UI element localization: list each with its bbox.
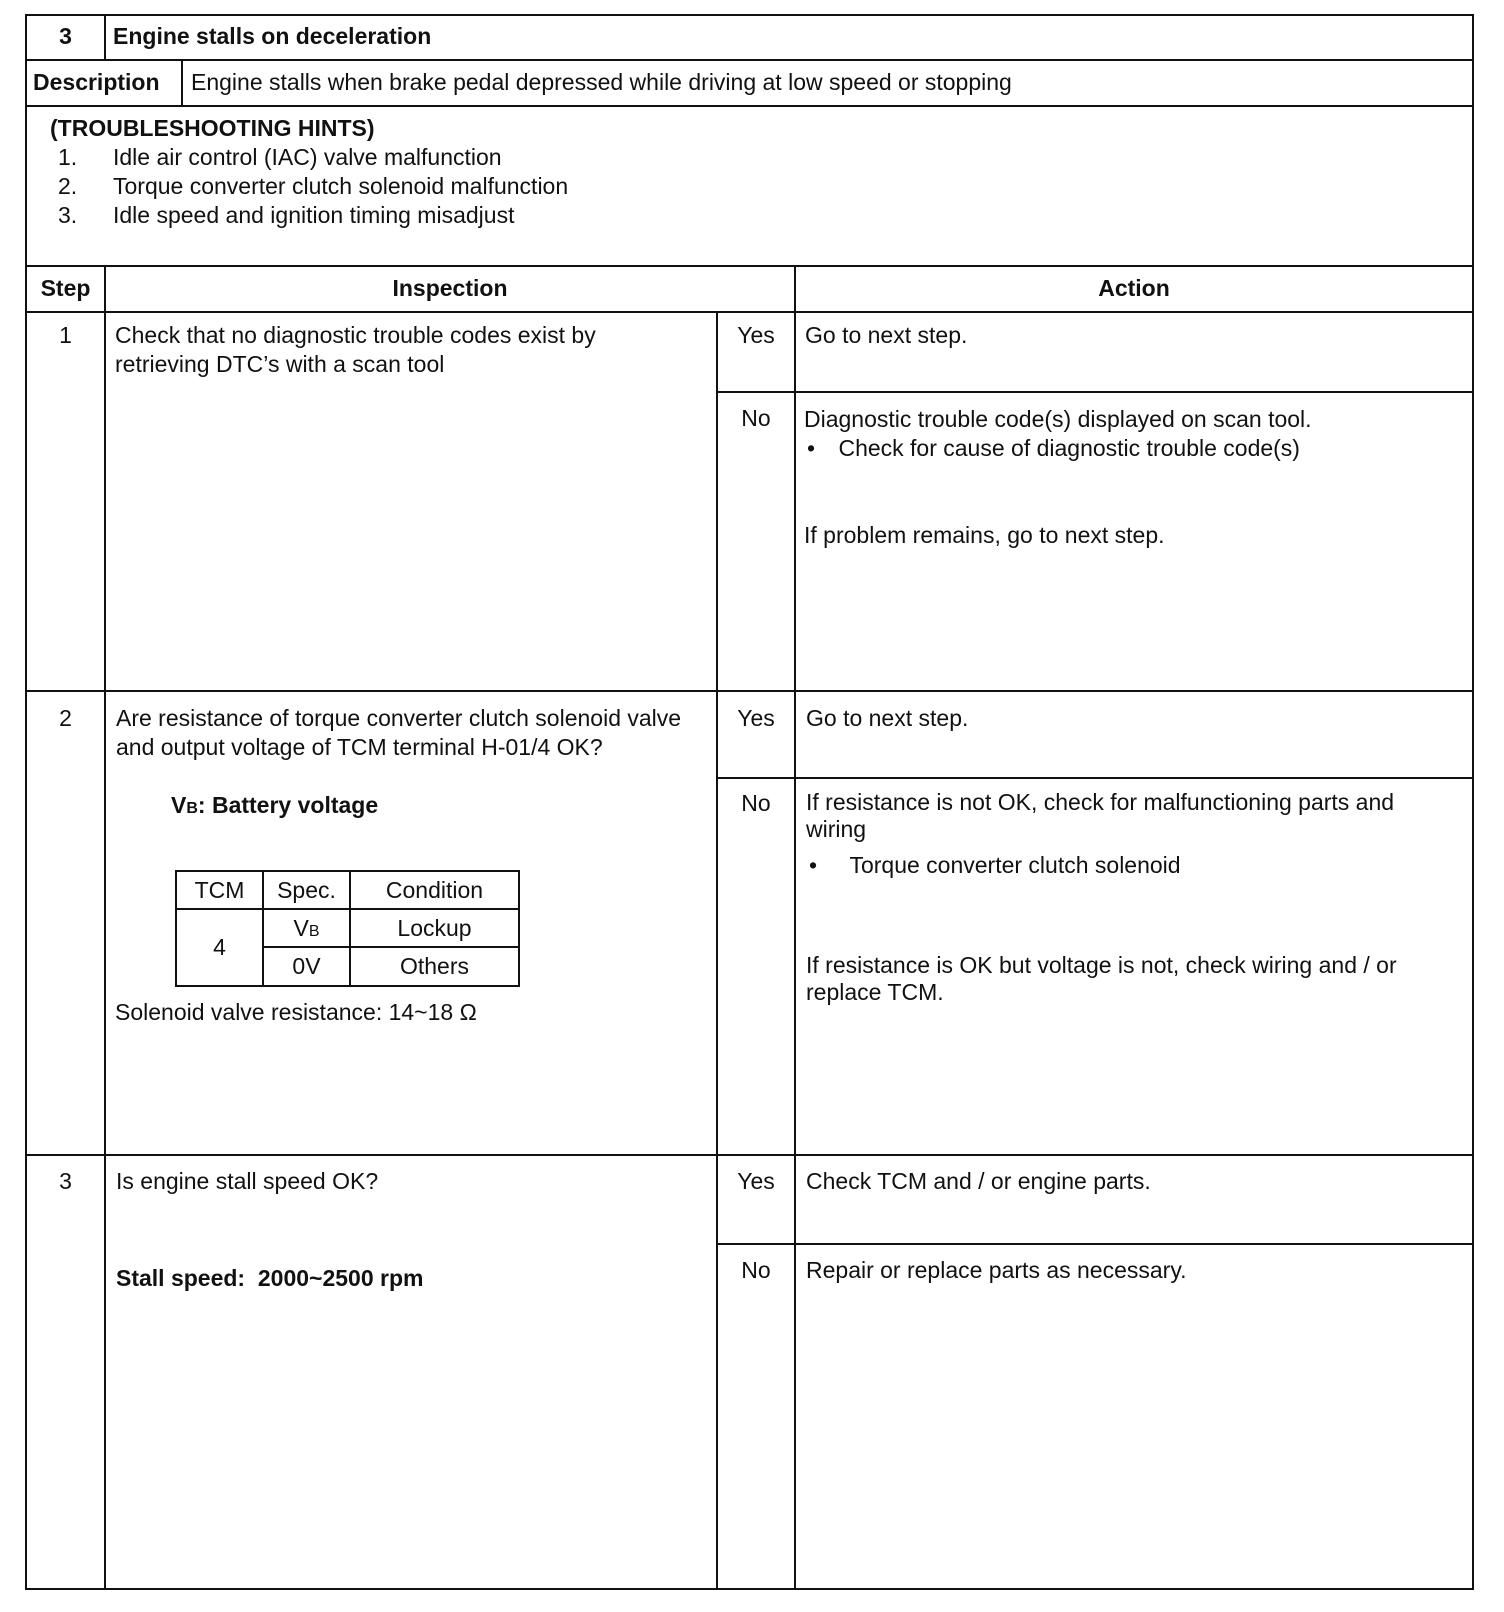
step-number: 2 — [59, 705, 72, 731]
battery-voltage-note — [171, 791, 378, 823]
no-bullet — [807, 434, 1300, 463]
spec-header-spec: Spec. — [277, 877, 336, 903]
stall-speed-note: Stall speed: 2000~2500 rpm — [116, 1265, 424, 1291]
rule-step-col — [104, 265, 106, 1589]
rule-description-divider — [181, 59, 183, 106]
step-number: 1 — [59, 322, 72, 348]
rule-yesno-col — [716, 311, 718, 1589]
no-followup: If resistance is OK but voltage is not, check wiring and / or replace TCM. — [806, 952, 1397, 1005]
no-followup: If problem remains, go to next step. — [804, 522, 1165, 548]
rule-step1-yes-bottom — [716, 391, 1474, 393]
yes-action: Check TCM and / or engine parts. — [806, 1168, 1151, 1194]
spec-terminal: 4 — [213, 934, 226, 960]
yes-label: Yes — [737, 322, 775, 348]
description-text: Engine stalls when brake pedal depressed while driving at low speed or stopping — [191, 69, 1012, 95]
no-label: No — [741, 790, 771, 816]
step-inspection: Is engine stall speed OK? — [116, 1168, 379, 1194]
step-inspection: Are resistance of torque converter clutch solenoid valve and output voltage of TCM terminal H-01/4 OK? — [116, 705, 682, 760]
spec-rule — [177, 908, 518, 910]
hint-text: Idle air control (IAC) valve malfunction — [113, 144, 502, 170]
resistance-note: Solenoid valve resistance: 14~18 Ω — [115, 999, 477, 1025]
vb-prefix: V — [171, 792, 187, 818]
no-label: No — [741, 405, 771, 431]
rule-number-divider — [104, 14, 106, 60]
issue-title: Engine stalls on deceleration — [113, 23, 432, 49]
spec-rule — [264, 946, 518, 948]
bullet-icon: • — [809, 852, 818, 878]
rule-title-bottom — [25, 59, 1474, 61]
column-header-action: Action — [1098, 275, 1170, 301]
rule-action-col — [794, 265, 796, 1589]
spec-value — [264, 914, 349, 946]
spec-vb-prefix: V — [293, 915, 309, 941]
rule-left — [25, 14, 27, 1590]
hint-number: 3. — [58, 202, 78, 228]
hint-text: Idle speed and ignition timing misadjust — [113, 202, 515, 228]
yes-label: Yes — [737, 1168, 775, 1194]
issue-number: 3 — [59, 23, 72, 49]
rule-step3-yes-bottom — [716, 1243, 1474, 1245]
no-action: Diagnostic trouble code(s) displayed on scan tool. — [804, 406, 1312, 432]
column-header-inspection: Inspection — [392, 275, 508, 301]
rule-top — [25, 14, 1474, 16]
rule-hints-bottom — [25, 265, 1474, 267]
step-inspection: Check that no diagnostic trouble codes exist by retrieving DTC’s with a scan tool — [115, 322, 596, 377]
spec-condition: Others — [399, 953, 470, 979]
tcm-spec-table — [175, 870, 520, 987]
rule-description-bottom — [25, 105, 1474, 107]
yes-action: Go to next step. — [805, 322, 968, 348]
no-label: No — [741, 1257, 771, 1283]
rule-step2-bottom — [25, 1154, 1474, 1156]
hints-heading: (TROUBLESHOOTING HINTS) — [50, 115, 375, 141]
hint-number: 1. — [58, 144, 78, 170]
hint-text: Torque converter clutch solenoid malfunction — [113, 173, 569, 199]
column-header-step: Step — [40, 275, 91, 301]
rule-right — [1472, 14, 1474, 1590]
no-action: If resistance is not OK, check for malfunctioning parts and wiring — [806, 789, 1395, 842]
rule-column-header-bottom — [25, 311, 1474, 313]
no-bullet-text: Torque converter clutch solenoid — [849, 852, 1181, 878]
spec-value: 0V — [292, 953, 321, 979]
vb-subscript: B — [186, 800, 198, 817]
no-action: Repair or replace parts as necessary. — [806, 1257, 1187, 1283]
rule-step1-bottom — [25, 690, 1474, 692]
rule-bottom — [25, 1588, 1474, 1590]
spec-header-tcm: TCM — [194, 877, 245, 903]
hint-number: 2. — [58, 173, 78, 199]
spec-header-condition: Condition — [385, 877, 484, 903]
vb-text: : Battery voltage — [197, 792, 379, 818]
no-bullet-text: Check for cause of diagnostic trouble code(s) — [838, 435, 1300, 461]
yes-action: Go to next step. — [806, 705, 969, 731]
spec-vb-subscript: B — [308, 923, 320, 940]
spec-condition: Lockup — [397, 915, 472, 941]
description-label: Description — [33, 69, 160, 95]
yes-label: Yes — [737, 705, 775, 731]
no-bullet — [809, 851, 1181, 880]
rule-step2-yes-bottom — [716, 777, 1474, 779]
bullet-icon: • — [807, 435, 816, 461]
step-number: 3 — [59, 1168, 72, 1194]
